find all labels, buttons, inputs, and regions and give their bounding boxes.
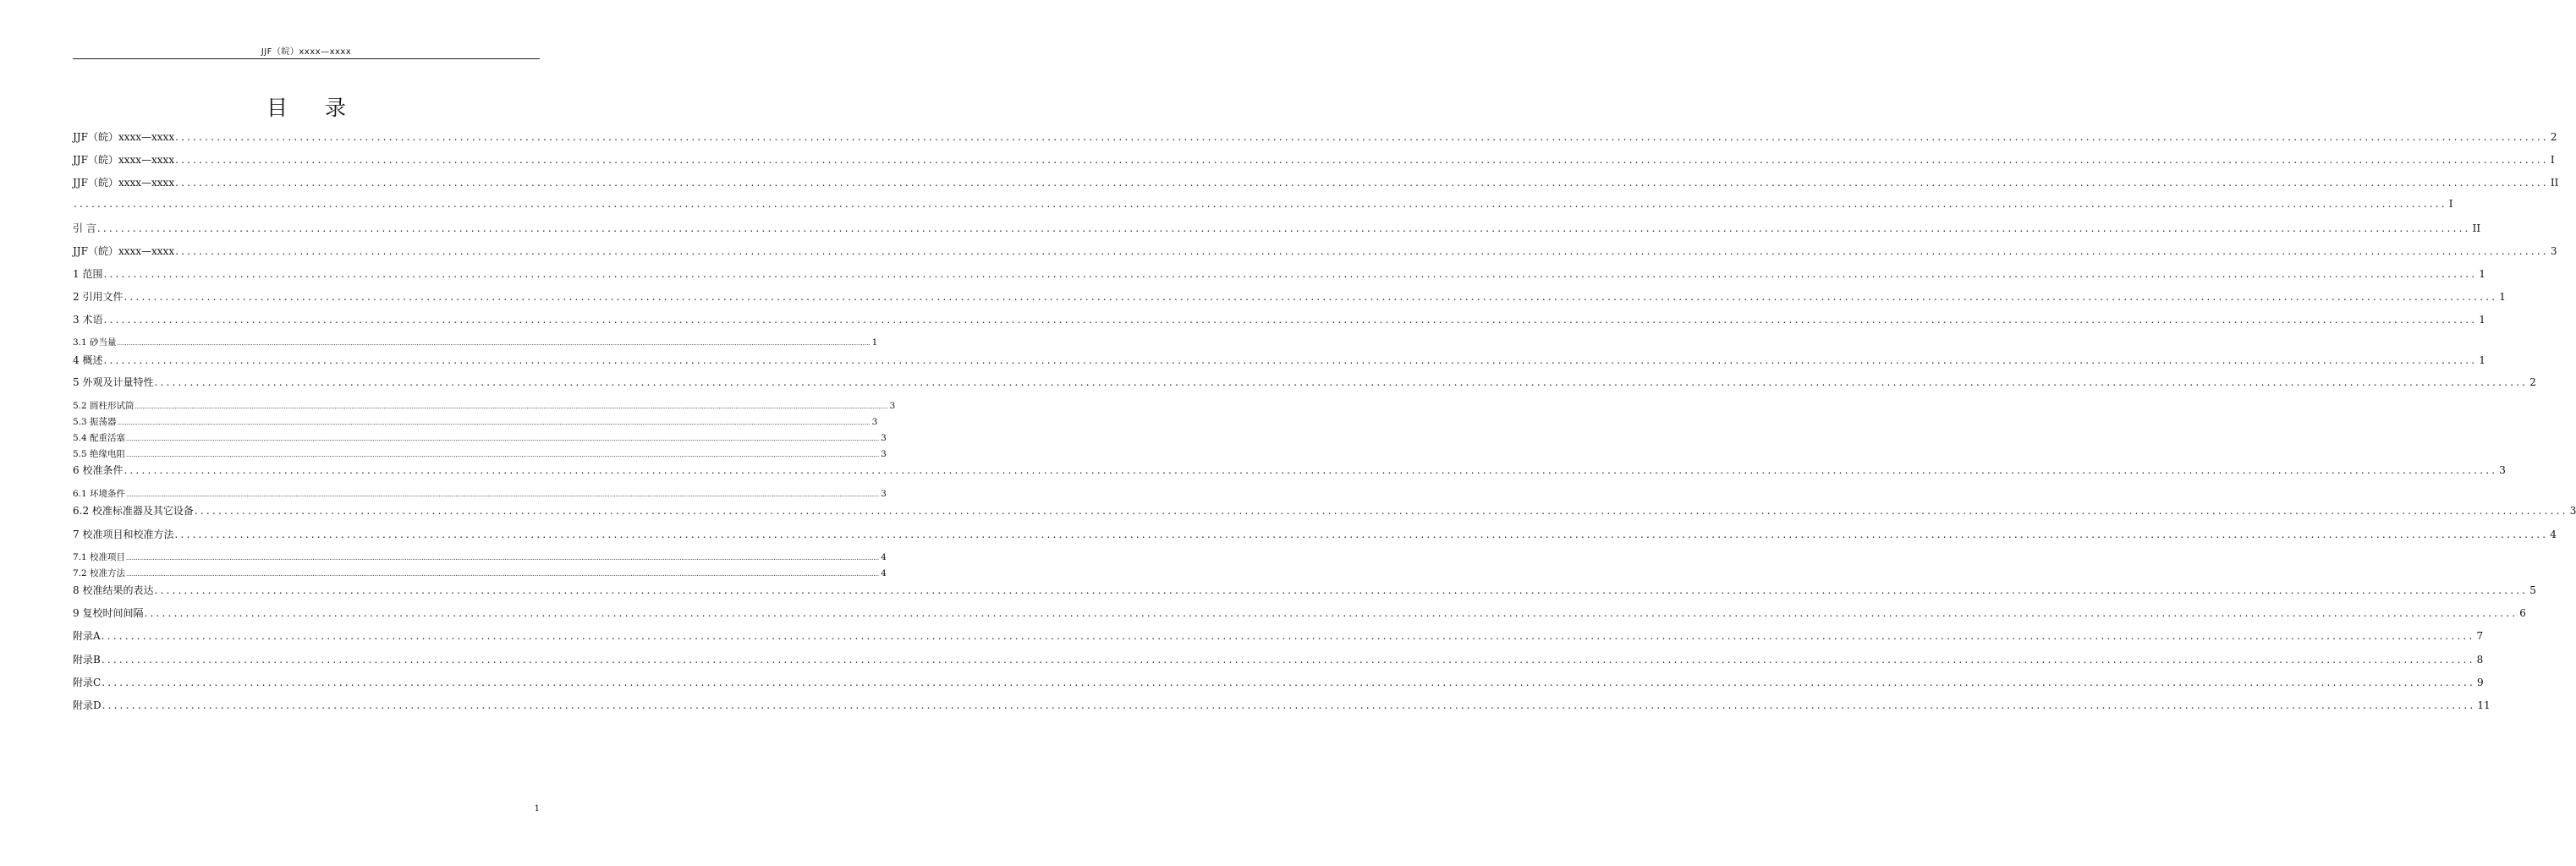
toc-entry-page: 3 [2550,245,2557,257]
toc-entry-label: JJF（皖）xxxx—xxxx [73,131,175,143]
toc-entry-label: 附录D [73,699,102,711]
toc-entry-page: 1 [2479,354,2485,366]
toc-entry[interactable] [73,129,2557,144]
toc-entry[interactable] [73,198,2453,210]
header-rule [73,58,540,59]
toc-entry-label: 1 范围 [73,268,103,280]
toc-entry-label: 2 引用文件 [73,291,124,303]
toc-entry-page: 3 [2569,505,2576,517]
toc-entry-label: 6.1 环境条件 [73,489,126,499]
toc-leader-dots: ................................................................................................................................................................................................................................................................................................................................................................................................................ [101,630,2475,642]
toc-leader-dots: ................................................................................................................................................................................................................................................................................................................................................................................................................ [126,452,880,458]
toc-entry-page: 9 [2476,677,2484,688]
toc-entry-page: 1 [2479,268,2485,280]
toc-entry[interactable] [73,289,2506,304]
toc-entry-label: 5.3 振荡器 [73,417,117,427]
toc-entry-label: 附录C [73,677,102,688]
page-title: 目录 [266,96,383,120]
toc-entry[interactable] [73,628,2484,643]
toc-leader-dots: ................................................................................................................................................................................................................................................................................................................................................................................................................ [154,376,2529,388]
toc-entry-label: JJF（皖）xxxx—xxxx [73,245,175,257]
toc-entry-label: 4 概述 [73,354,103,366]
toc-leader-dots: ................................................................................................................................................................................................................................................................................................................................................................................................................ [154,584,2529,596]
toc-entry[interactable] [73,399,896,412]
toc-leader-dots: ................................................................................................................................................................................................................................................................................................................................................................................................................ [175,245,2549,257]
toc-entry-page: 2 [2550,131,2557,143]
toc-entry-page: 4 [881,568,887,578]
toc-entry-label: JJF（皖）xxxx—xxxx [73,154,175,166]
toc-entry-label: 8 校准结果的表达 [73,584,154,596]
toc-entry-page: 8 [2476,654,2484,666]
toc-leader-dots: ................................................................................................................................................................................................................................................................................................................................................................................................................ [175,154,2549,166]
toc-entry-label: 5.4 配重活塞 [73,433,126,443]
toc-entry-page: 2 [2529,376,2536,388]
toc-entry-page: 4 [2550,529,2557,540]
toc-entry[interactable] [73,415,878,428]
toc-entry-label: 5.5 绝缘电阻 [73,449,126,459]
toc-entry[interactable] [73,487,887,500]
toc-entry-page: 6 [2519,607,2526,619]
toc-entry[interactable] [73,583,2536,597]
toc-leader-dots: ................................................................................................................................................................................................................................................................................................................................................................................................................ [117,340,871,347]
toc-entry-label: 7.1 校准项目 [73,552,126,562]
toc-entry-page: 3 [871,417,878,427]
running-header: JJF（皖）xxxx—xxxx [261,47,352,57]
toc-entry-page: 3 [889,401,896,411]
toc-entry-label: JJF（皖）xxxx—xxxx [73,177,175,189]
toc-entry-label: 附录A [73,630,101,642]
toc-entry-page: 4 [881,552,887,562]
toc-leader-dots: ................................................................................................................................................................................................................................................................................................................................................................................................................ [124,291,2498,303]
toc-entry[interactable] [73,353,2485,367]
toc-entry[interactable] [73,652,2484,666]
toc-entry[interactable] [73,551,887,563]
toc-leader-dots: ................................................................................................................................................................................................................................................................................................................................................................................................................ [117,419,871,426]
toc-entry-page: 5 [2529,584,2536,596]
toc-entry-label: 9 复校时间间隔 [73,607,144,619]
toc-entry[interactable] [73,336,878,348]
toc-leader-dots: ................................................................................................................................................................................................................................................................................................................................................................................................................ [103,354,2478,366]
toc-entry[interactable] [73,152,2555,167]
toc-entry[interactable] [73,698,2491,712]
toc-entry[interactable] [73,312,2485,326]
toc-entry-label: 5.2 圆柱形试筒 [73,401,135,411]
toc-entry-label: 5 外观及计量特性 [73,376,154,388]
toc-entry-page: 3 [881,489,887,499]
toc-entry-label: 3 术语 [73,314,103,326]
toc-entry[interactable] [73,175,2559,189]
toc-entry-page: II [2472,222,2481,234]
page-number: 1 [534,804,540,814]
toc-entry-page: 3 [881,433,887,443]
toc-entry[interactable] [73,567,887,579]
toc-entry-page: 1 [2499,291,2506,303]
toc-entry[interactable] [73,675,2484,689]
toc-leader-dots: ................................................................................................................................................................................................................................................................................................................................................................................................................ [175,177,2549,189]
toc-entry[interactable] [73,431,887,444]
toc-entry-label: 7 校准项目和校准方法 [73,529,174,540]
toc-entry[interactable] [73,606,2526,620]
toc-entry-label: 6.2 校准标准器及其它设备 [73,505,194,517]
toc-leader-dots: ................................................................................................................................................................................................................................................................................................................................................................................................................ [124,464,2498,476]
toc-entry-page: I [2448,198,2453,210]
toc-entry[interactable] [73,266,2485,281]
toc-entry[interactable] [73,221,2481,235]
toc-entry-page: II [2550,177,2559,189]
toc-leader-dots: ................................................................................................................................................................................................................................................................................................................................................................................................................ [103,314,2478,326]
toc-entry-label: 3.1 砂当量 [73,337,117,348]
toc-entry-page: 1 [2479,314,2485,326]
toc-leader-dots: ................................................................................................................................................................................................................................................................................................................................................................................................................ [101,654,2475,666]
toc-leader-dots: ................................................................................................................................................................................................................................................................................................................................................................................................................ [126,491,880,498]
toc-entry-page: 3 [881,449,887,459]
toc-leader-dots: ................................................................................................................................................................................................................................................................................................................................................................................................................ [174,529,2549,540]
toc-entry-label: 6 校准条件 [73,464,124,476]
toc-entry[interactable] [73,375,2536,389]
toc-entry[interactable] [73,463,2506,477]
toc-leader-dots: ................................................................................................................................................................................................................................................................................................................................................................................................................ [126,571,880,578]
toc-entry[interactable] [73,503,2576,518]
toc-entry-page: 1 [871,337,878,348]
toc-entry-page: 7 [2476,630,2484,642]
toc-leader-dots: ................................................................................................................................................................................................................................................................................................................................................................................................................ [96,222,2471,234]
toc-leader-dots: ................................................................................................................................................................................................................................................................................................................................................................................................................ [144,607,2518,619]
toc-entry-page: 3 [2499,464,2506,476]
toc-entry-label: 7.2 校准方法 [73,568,126,578]
toc-leader-dots: ................................................................................................................................................................................................................................................................................................................................................................................................................ [102,677,2475,688]
toc-entry-label: 附录B [73,654,101,666]
toc-entry-label: 引 言 [73,222,96,234]
toc-entry[interactable] [73,447,887,460]
toc-leader-dots: ................................................................................................................................................................................................................................................................................................................................................................................................................ [175,131,2549,143]
toc-leader-dots: ................................................................................................................................................................................................................................................................................................................................................................................................................ [126,555,880,562]
toc-entry-page: I [2550,154,2555,166]
toc-leader-dots: ................................................................................................................................................................................................................................................................................................................................................................................................................ [194,505,2568,517]
toc-leader-dots: ................................................................................................................................................................................................................................................................................................................................................................................................................ [102,699,2476,711]
toc-entry[interactable] [73,244,2557,258]
toc-leader-dots: ................................................................................................................................................................................................................................................................................................................................................................................................................ [135,403,888,410]
toc-entry[interactable] [73,527,2557,541]
toc-leader-dots: ................................................................................................................................................................................................................................................................................................................................................................................................................ [126,436,880,442]
toc-leader-dots: ................................................................................................................................................................................................................................................................................................................................................................................................................ [103,268,2478,280]
toc-entry-page: 11 [2477,699,2491,711]
toc-leader-dots: ................................................................................................................................................................................................................................................................................................................................................................................................................ [74,198,2447,210]
